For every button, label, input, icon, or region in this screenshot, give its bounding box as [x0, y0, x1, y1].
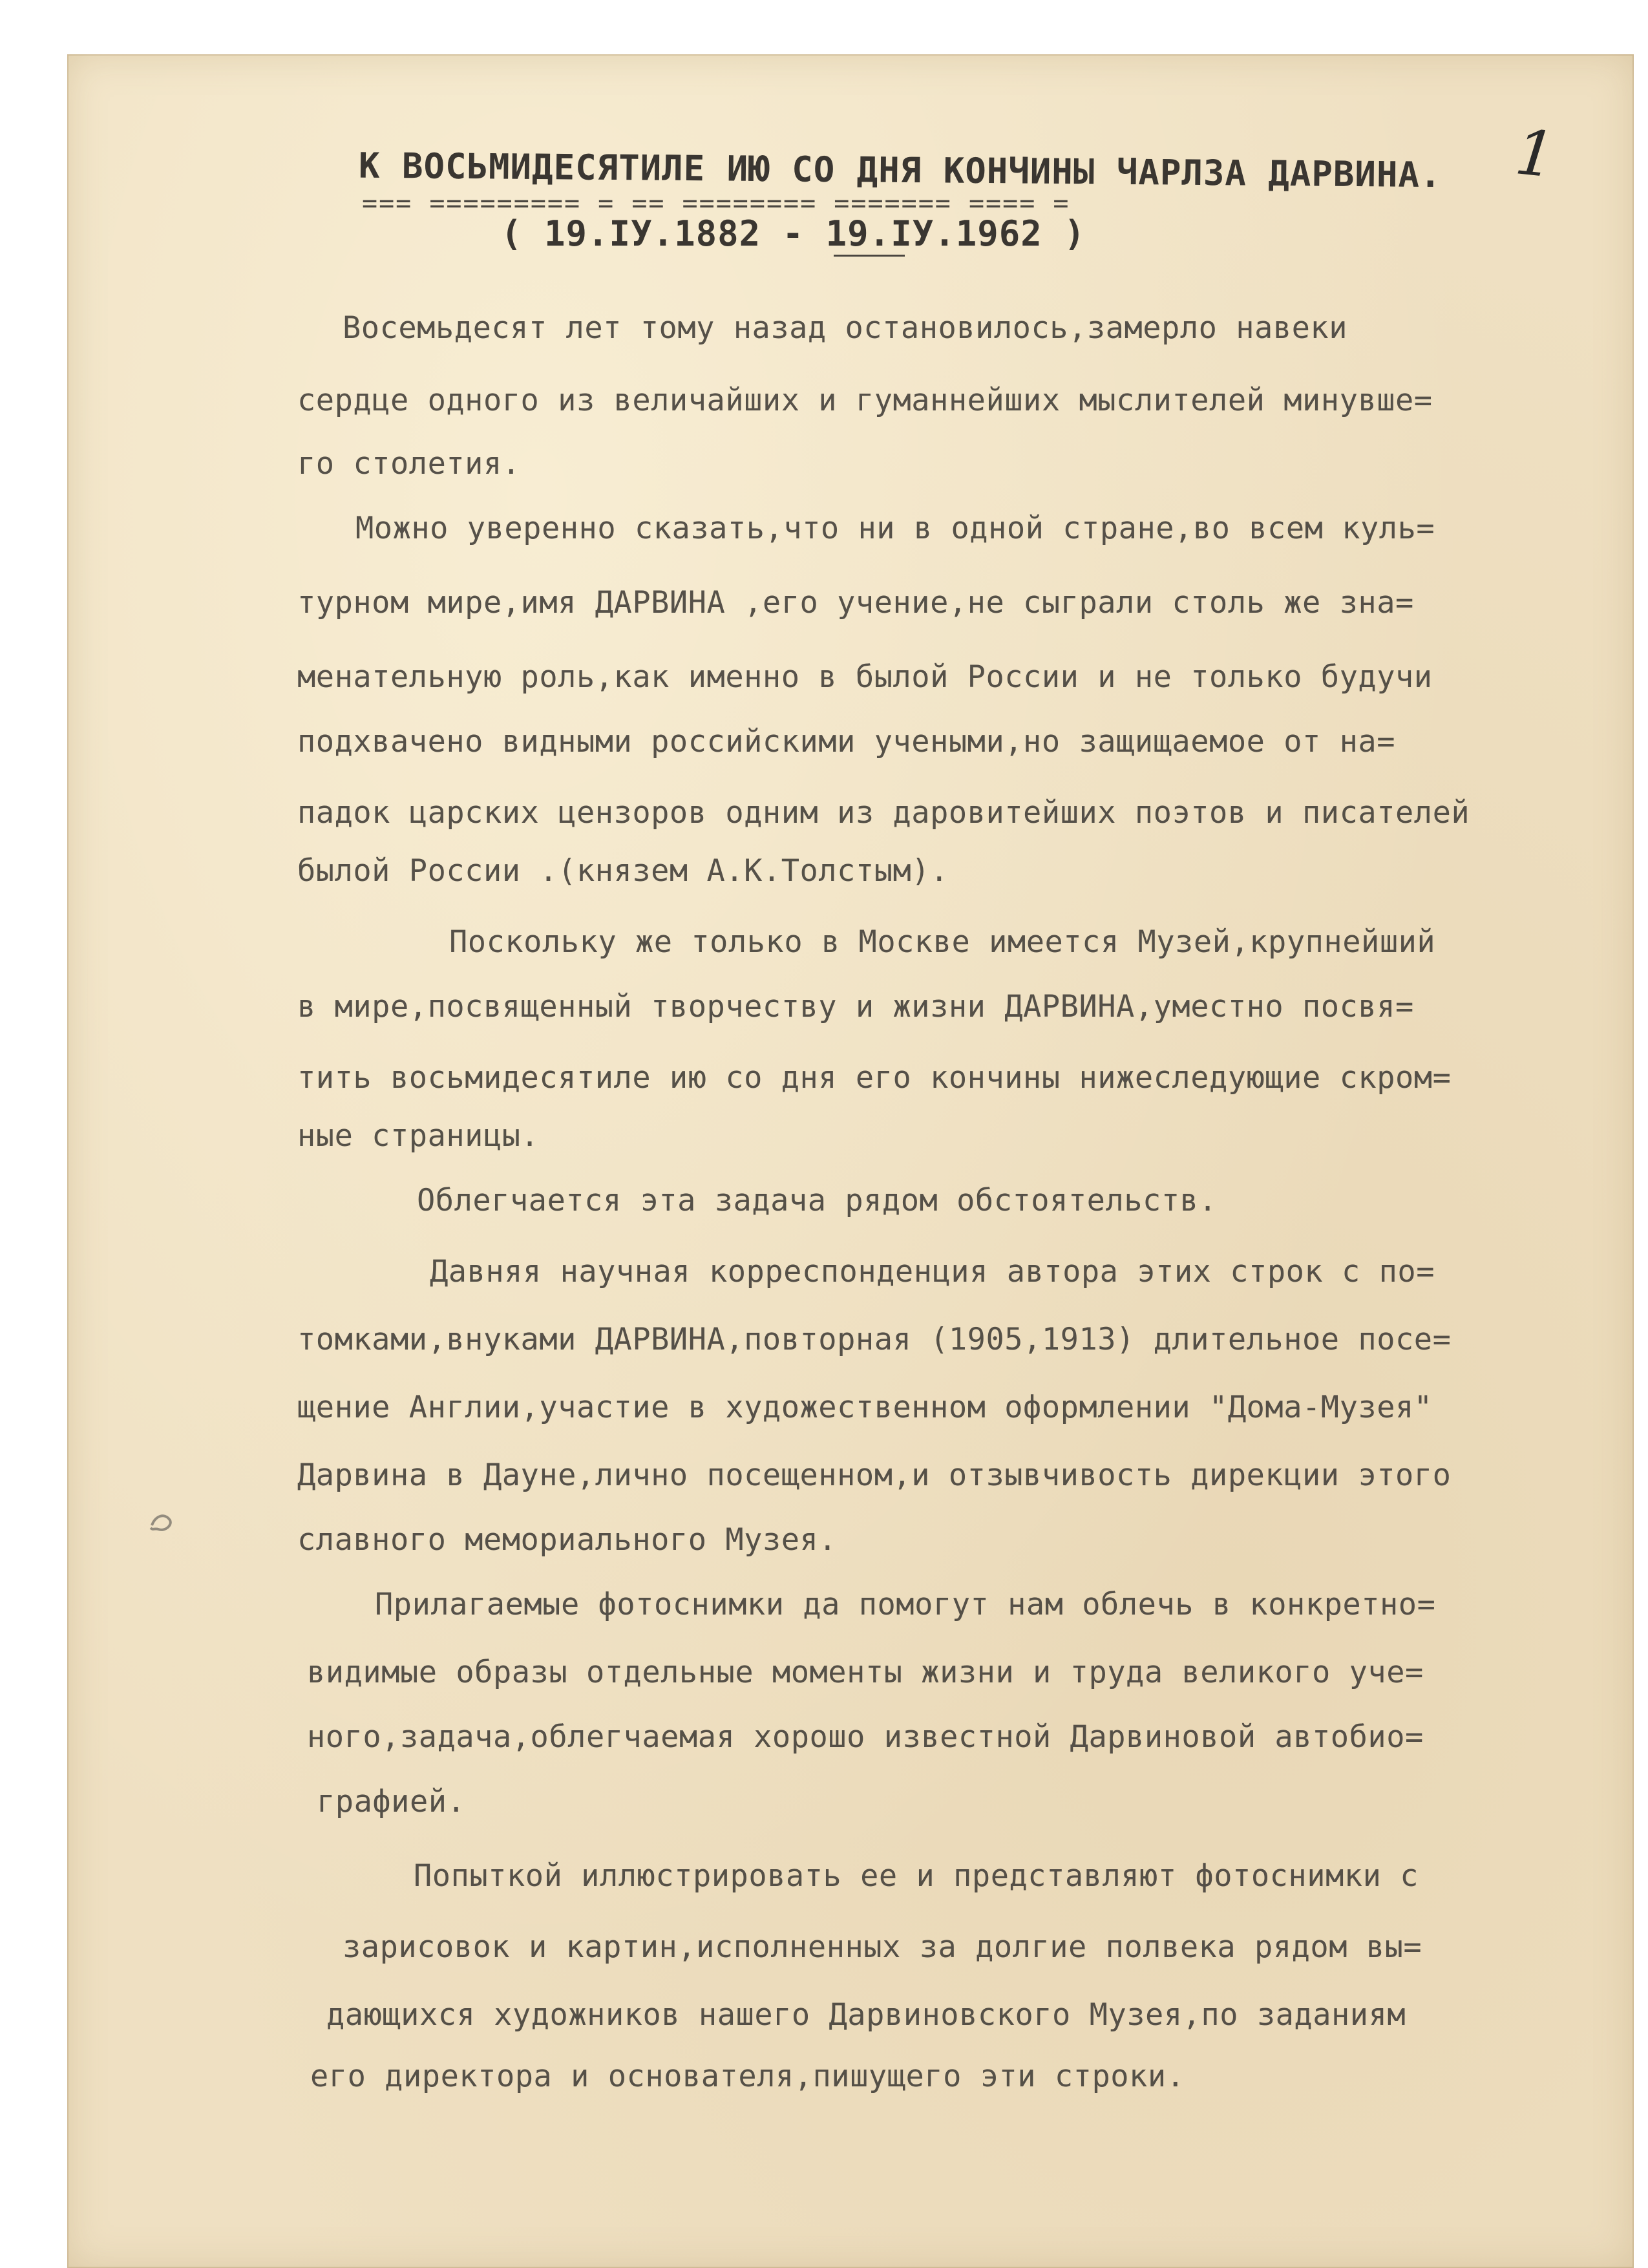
- text-line: видимые образы отдельные моменты жизни и труда великого уче=: [307, 1655, 1424, 1690]
- text-line: Попыткой иллюстрировать ее и представляют фотоснимки с: [414, 1858, 1419, 1894]
- document-title: К ВОСЬМИДЕСЯТИЛЕ ИЮ СО ДНЯ КОНЧИНЫ ЧАРЛЗА ДАРВИНА.: [358, 145, 1442, 196]
- text-line: графией.: [317, 1784, 466, 1819]
- text-line: падок царских цензоров одним из даровитейших поэтов и писателей: [297, 795, 1470, 831]
- text-line: Поскольку же только в Москве имеется Музей,крупнейший: [449, 924, 1436, 960]
- text-line: турном мире,имя ДАРВИНА ,его учение,не сыграли столь же зна=: [297, 585, 1414, 620]
- text-line: ного,задача,облегчаемая хорошо известной Дарвиновой автобио=: [307, 1719, 1424, 1755]
- text-line: Давняя научная корреспонденция автора этих строк с по=: [430, 1254, 1435, 1289]
- text-line: зарисовок и картин,исполненных за долгие полвека рядом вы=: [343, 1929, 1422, 1965]
- text-line: щение Англии,участие в художественном оформлении "Дома-Музея": [297, 1390, 1433, 1425]
- text-line: славного мемориального Музея.: [297, 1522, 838, 1558]
- text-line: в мире,посвященный творчеству и жизни ДАРВИНА,уместно посвя=: [297, 989, 1414, 1024]
- text-line: дающихся художников нашего Дарвиновского Музея,по заданиям: [326, 1997, 1406, 2033]
- text-line: Дарвина в Дауне,лично посещенном,и отзывчивость дирекции этого: [297, 1457, 1452, 1493]
- text-line: Облегчается эта задача рядом обстоятельств.: [417, 1183, 1218, 1218]
- title-underline: === ========= = == ======== ======= ==== =: [362, 189, 1070, 218]
- text-line: тить восьмидесятиле ию со дня его кончины нижеследующие скром=: [297, 1060, 1452, 1096]
- text-line: его директора и основателя,пишущего эти строки.: [310, 2059, 1185, 2094]
- text-line: Прилагаемые фотоснимки да помогут нам облечь в конкретно=: [375, 1587, 1436, 1622]
- dates-underline: [834, 255, 905, 257]
- text-line: Восемьдесят лет тому назад остановилось,замерло навеки: [343, 310, 1348, 346]
- document-dates: ( 19.IУ.1882 - 19.IУ.1962 ): [501, 213, 1086, 254]
- text-line: ные страницы.: [297, 1118, 540, 1154]
- text-line: Можно уверенно сказать,что ни в одной стране,во всем куль=: [355, 511, 1435, 546]
- ink-smudge-icon: [145, 1506, 178, 1538]
- text-line: менательную роль,как именно в былой России и не только будучи: [297, 659, 1433, 695]
- page-number: 1: [1512, 116, 1559, 192]
- text-line: былой России .(князем А.К.Толстым).: [297, 853, 949, 889]
- text-line: томками,внуками ДАРВИНА,повторная (1905,1913) длительное посе=: [297, 1322, 1452, 1357]
- text-line: подхвачено видными российскими учеными,но защищаемое от на=: [297, 724, 1395, 759]
- text-line: сердце одного из величайших и гуманнейших мыслителей минувше=: [297, 383, 1433, 418]
- text-line: го столетия.: [297, 446, 521, 482]
